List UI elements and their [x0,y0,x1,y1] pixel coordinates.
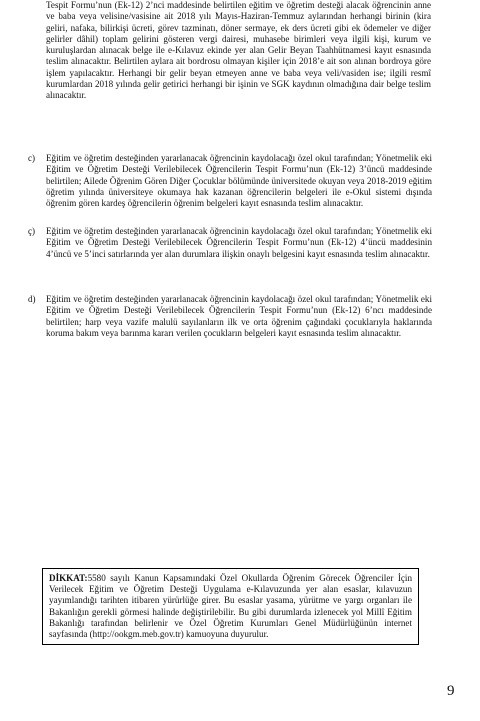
top-paragraph: Tespit Formu’nun (Ek-12) 2’nci maddesinde belirtilen eğitim ve öğretim desteği alacak öğrencinin anne ve baba veya velisine/vasisine ait 2018 yılı Mayıs-Haziran-Temmuz aylarından herhangi birinin (kira geliri, nafaka, bilirkişi ücreti, görev tazminatı, döner sermaye, ek ders ücreti gibi ek ödemeler ve diğer gelirler dâhil) toplam gelirini gösteren vergi dairesi, muhasebe birimleri veya ilgili kişi, kurum ve kuruluşlardan alınacak belge ile e-Kılavuz ekinde yer alan Gelir Beyan Taahhütnamesi kayıt esnasında teslim alınacaktır. Belirtilen aylara ait bordrosu olmayan kişiler için 2018’e ait son alınan bordroya göre işlem yapılacaktır. Herhangi bir gelir beyan etmeyen anne ve baba veya veli/vasiden ise; ilgili resmî kurumlardan 2018 yılında gelir getirici herhangi bir işinin ve SGK kaydının olmadığına dair belge teslim alınacaktır. [46,0,431,101]
list-item-text: Eğitim ve öğretim desteğinden yararlanacak öğrencinin kaydolacağı özel okul tarafından; Yönetmelik eki Eğitim ve Öğretim Desteği Verilebilecek Öğrencilerin Tespit Formu’nun (Ek-12) 3’üncü maddesinde belirtilen; Ailede Öğrenim Gören Diğer Çocuklar bölümünde üniversitede okuyan veya 2018-2019 eğitim öğretim yılında üniversiteye okumaya hak kazanan öğrencilerin belgeleri ile e-Okul sistemi dışında öğrenim gören kardeş öğrencilerin öğrenim belgeleri kayıt esnasında teslim alınacaktır. [46,153,432,209]
notice-box [42,568,419,645]
list-marker: d) [28,294,36,304]
list-item-d [28,294,432,339]
notice-label: DİKKAT: [49,573,88,583]
list-marker: c) [28,153,36,163]
list-item-c [28,153,432,209]
list-item-text: Eğitim ve öğretim desteğinden yararlanacak öğrencinin kaydolacağı özel okul tarafından; Yönetmelik eki Eğitim ve Öğretim Desteği Verilebilecek Öğrencilerin Tespit Formu’nun (Ek-12) 6’ncı maddesinde belirtilen; harp veya vazife malulü sayılanların ilk ve orta öğrenim çağındaki çocuklarıyla haklarında koruma bakım veya barınma kararı verilen çocukların belgeleri kayıt esnasında teslim alınacaktır. [46,294,432,338]
list-marker: ç) [28,226,36,236]
page-number: 9 [447,683,455,699]
list-item-text: Eğitim ve öğretim desteğinden yararlanacak öğrencinin kaydolacağı özel okul tarafından; Yönetmelik eki Eğitim ve Öğretim Desteği Verilebilecek Öğrencilerin Tespit Formu’nun (Ek-12) 4’üncü maddesinin 4’üncü ve 5’inci satırlarında yer alan durumlara ilişkin onaylı belgesini kayıt esnasında teslim alınacaktır. [46,226,432,259]
notice-text: 5580 sayılı Kanun Kapsamındaki Özel Okullarda Öğrenim Görecek Öğrenciler İçin Verilecek Eğitim ve Öğretim Desteği Uygulama e-Kılavuzunda yer alan esaslar, kılavuzun yayımlandığı tarihten itibaren yürürlüğe girer. Bu esaslar yasama, yürütme ve yargı organları ile Bakanlığın gerekli görmesi halinde değiştirilebilir. Bu gibi durumlarda izlenecek yol Millî Eğitim Bakanlığı tarafından belirlenir ve Özel Öğretim Kurumları Genel Müdürlüğünün internet sayfasında (http://ookgm.meb.gov.tr) kamuoyuna duyurulur. [49,573,412,640]
list-item-cedilla [28,226,432,260]
